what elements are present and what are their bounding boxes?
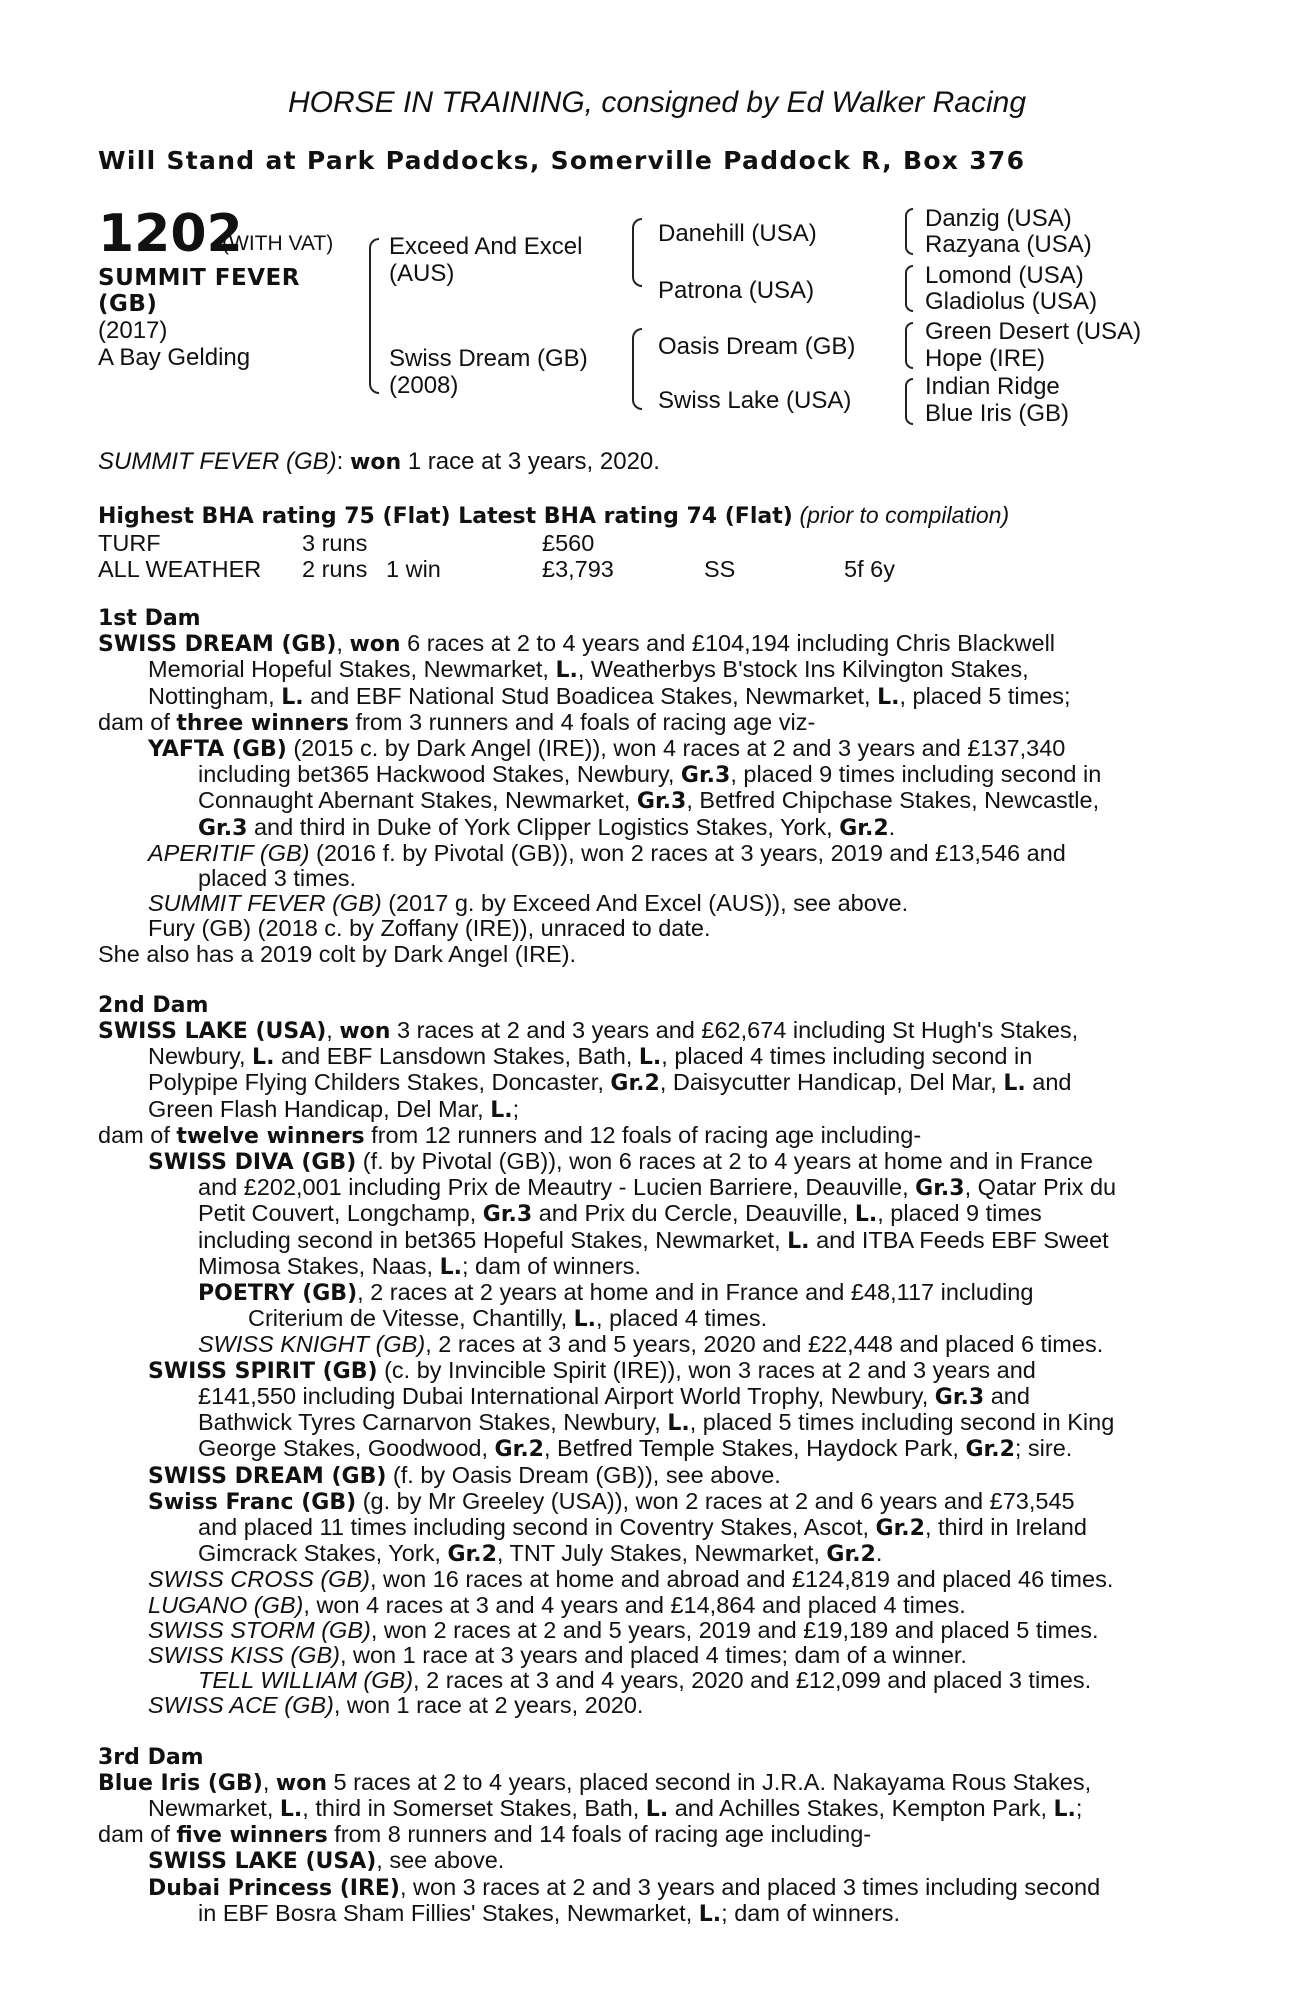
text-run: , <box>262 1768 276 1795</box>
text-run: five winners <box>176 1823 328 1849</box>
family-line <box>98 992 1198 1018</box>
text-run: (2015 c. by Dark Angel (IRE)), won 4 races at 2 and 3 years and £137,340 <box>286 735 1066 762</box>
text-run: Gr.2 <box>494 1437 544 1463</box>
text-run: , placed 9 times <box>877 1200 1042 1227</box>
text-run: L. <box>252 1045 275 1071</box>
text-run: Petit Couvert, Longchamp, <box>198 1200 483 1227</box>
text-run: ; <box>512 1095 520 1122</box>
family-line <box>98 1901 1198 1927</box>
pedigree-bracket <box>905 208 913 255</box>
text-run: and Achilles Stakes, Kempton Park, <box>668 1794 1054 1821</box>
text-run: SWISS SPIRIT (GB) <box>148 1358 378 1384</box>
spacer <box>98 1719 1198 1744</box>
text-run: dam of <box>98 1821 177 1848</box>
family-notes <box>98 605 1198 1927</box>
text-run: L. <box>854 1202 878 1228</box>
text-run: , 2 races at 2 years at home and in France and £48,117 including <box>357 1279 1034 1306</box>
text-run: SWISS STORM (GB) <box>148 1616 371 1643</box>
family-line <box>98 891 1198 916</box>
family-line <box>98 1770 1198 1796</box>
family-line <box>98 1201 1198 1227</box>
stand-location: Will Stand at Park Paddocks, Somerville Paddock R, Box 376 <box>98 146 1026 175</box>
text-run: Nottingham, <box>148 682 282 709</box>
text-run: £141,550 including Dubai International Airport World Trophy, Newbury, <box>198 1382 935 1409</box>
family-line <box>98 657 1198 683</box>
family-line <box>98 1875 1198 1901</box>
family-line <box>98 1744 1198 1770</box>
text-run: three winners <box>176 710 349 736</box>
ancestor: Lomond (USA) <box>925 262 1084 289</box>
lot-number: 1202 <box>98 204 243 264</box>
text-run: 5 races at 2 to 4 years, placed second in J.R.A. Nakayama Rous Stakes, <box>327 1768 1092 1795</box>
ratings-note: (prior to compilation) <box>799 502 1010 528</box>
text-run: (f. by Pivotal (GB)), won 6 races at 2 to 4 years at home and in France <box>356 1148 1093 1175</box>
summary-won: won <box>350 450 402 475</box>
text-run: 1st Dam <box>98 606 201 631</box>
family-line <box>98 1541 1198 1567</box>
text-run: L. <box>555 658 578 684</box>
text-run: Newbury, <box>148 1043 253 1070</box>
text-run: LUGANO (GB) <box>148 1591 304 1618</box>
dam: Swiss Dream (GB) <box>389 345 588 372</box>
family-line <box>98 1463 1198 1489</box>
vat-note: (WITH VAT) <box>222 232 334 255</box>
family-line <box>98 1044 1198 1070</box>
text-run: ; dam of winners. <box>721 1899 901 1926</box>
text-run: , see above. <box>376 1847 505 1874</box>
record-prize: £560 <box>542 530 595 556</box>
text-run: APERITIF (GB) <box>148 839 310 866</box>
text-run: POETRY (GB) <box>198 1281 358 1307</box>
text-run: L. <box>439 1254 462 1280</box>
text-run: twelve winners <box>176 1123 365 1149</box>
text-run: SWISS DREAM (GB) <box>98 632 337 658</box>
text-run: Gr.3 <box>636 789 687 815</box>
family-line <box>98 1254 1198 1280</box>
text-run: . <box>875 1540 883 1567</box>
page-header: HORSE IN TRAINING, consigned by Ed Walker Racing <box>287 86 1027 119</box>
text-run: and £202,001 including Prix de Meautry - Lucien Barriere, Deauville, <box>198 1174 916 1201</box>
family-line <box>98 1693 1198 1718</box>
summary-text: 1 race at 3 years, 2020. <box>401 448 660 475</box>
text-run: , won 1 race at 2 years, 2020. <box>333 1692 644 1719</box>
pedigree-bracket <box>632 218 642 287</box>
text-run: . <box>888 813 896 840</box>
horse-name: SUMMIT FEVER <box>98 265 300 291</box>
text-run: L. <box>281 684 304 710</box>
family-line <box>98 1848 1198 1874</box>
text-run: Criterium de Vitesse, Chantilly, <box>248 1305 574 1332</box>
summary-horse: SUMMIT FEVER (GB) <box>98 448 337 475</box>
family-line <box>98 815 1198 841</box>
text-run: ; <box>1075 1794 1083 1821</box>
record-ss: SS <box>704 556 736 582</box>
text-run: (c. by Invincible Spirit (IRE)), won 3 races at 2 and 3 years and <box>377 1356 1036 1383</box>
ratings-bold: Highest BHA rating 75 (Flat) Latest BHA rating 74 (Flat) <box>98 504 793 529</box>
family-line <box>98 1593 1198 1618</box>
family-line <box>98 866 1198 891</box>
record-surface: TURF <box>98 530 161 556</box>
text-run: from 3 runners and 4 foals of racing age viz- <box>348 708 816 735</box>
text-run: , <box>326 1017 340 1044</box>
text-run: 3rd Dam <box>98 1744 204 1770</box>
record-prize: £3,793 <box>542 556 614 582</box>
record-runs: 2 runs <box>302 556 368 582</box>
text-run: , third in Ireland <box>924 1513 1087 1540</box>
text-run: Connaught Abernant Stakes, Newmarket, <box>198 787 637 814</box>
text-run: Gr.2 <box>965 1437 1015 1463</box>
family-line <box>98 1228 1198 1254</box>
text-run: L. <box>667 1411 690 1437</box>
text-run: Swiss Franc (GB) <box>148 1489 357 1515</box>
family-line <box>98 1515 1198 1541</box>
family-line <box>98 1280 1198 1306</box>
ancestor: Hope (IRE) <box>925 345 1046 372</box>
text-run: Gr.2 <box>826 1542 876 1568</box>
text-run: Gr.3 <box>680 763 731 789</box>
text-run: L. <box>698 1901 722 1927</box>
family-line <box>98 942 1198 967</box>
text-run: 2nd Dam <box>98 992 209 1018</box>
family-line <box>98 1358 1198 1384</box>
text-run: L. <box>1003 1071 1026 1097</box>
family-line <box>98 788 1198 814</box>
family-line <box>98 1668 1198 1693</box>
text-run: Gr.3 <box>198 815 248 841</box>
text-run: from 8 runners and 14 foals of racing age including- <box>327 1821 872 1848</box>
text-run: Fury (GB) (2018 c. by Zoffany (IRE)), unraced to date. <box>148 915 711 942</box>
text-run: won <box>349 632 401 658</box>
text-run: SWISS DREAM (GB) <box>148 1463 387 1489</box>
text-run: , <box>336 630 350 657</box>
text-run: and EBF National Stud Boadicea Stakes, Newmarket, <box>303 682 878 709</box>
sire-dam: Patrona (USA) <box>658 277 815 304</box>
text-run: (f. by Oasis Dream (GB)), see above. <box>386 1461 781 1488</box>
family-line <box>98 1097 1198 1123</box>
text-run: and <box>1025 1069 1072 1096</box>
family-line <box>98 1149 1198 1175</box>
text-run: and placed 11 times including second in Coventry Stakes, Ascot, <box>198 1513 876 1540</box>
family-line <box>98 1436 1198 1462</box>
text-run: Dubai Princess (IRE) <box>148 1875 400 1901</box>
pedigree-bracket <box>905 378 913 425</box>
text-run: , Betfred Temple Stakes, Haydock Park, <box>543 1435 966 1462</box>
spacer <box>98 967 1198 992</box>
text-run: SWISS KISS (GB) <box>148 1641 340 1668</box>
text-run: , Qatar Prix du <box>964 1174 1117 1201</box>
text-run: ; dam of winners. <box>462 1252 641 1279</box>
sire: Exceed And Excel <box>389 233 583 260</box>
horse-country: (GB) <box>98 291 158 317</box>
sire-country: (AUS) <box>389 260 455 287</box>
text-run: L. <box>877 684 900 710</box>
text-run: George Stakes, Goodwood, <box>198 1435 495 1462</box>
family-line <box>98 841 1198 866</box>
text-run: , placed 4 times. <box>596 1305 768 1332</box>
family-line <box>98 1618 1198 1643</box>
text-run: , placed 9 times including second in <box>730 761 1102 788</box>
text-run: and third in Duke of York Clipper Logistics Stakes, York, <box>247 813 840 840</box>
pedigree-bracket <box>905 265 913 312</box>
text-run: , Daisycutter Handicap, Del Mar, <box>659 1069 1004 1096</box>
pedigree-bracket <box>905 322 913 369</box>
text-run: , won 3 races at 2 and 3 years and placed 3 times including second <box>399 1873 1101 1900</box>
text-run: , won 2 races at 2 and 5 years, 2019 and £19,189 and placed 5 times. <box>370 1616 1099 1643</box>
text-run: L. <box>787 1228 810 1254</box>
text-run: won <box>275 1770 327 1796</box>
text-run: ; sire. <box>1014 1435 1073 1462</box>
text-run: including second in bet365 Hopeful Stakes, Newmarket, <box>198 1226 788 1253</box>
text-run: Gr.2 <box>875 1515 925 1541</box>
family-line <box>98 631 1198 657</box>
text-run: TELL WILLIAM (GB) <box>198 1667 414 1694</box>
family-line <box>98 916 1198 941</box>
text-run: L. <box>490 1097 513 1123</box>
text-run: including bet365 Hackwood Stakes, Newbury, <box>198 761 681 788</box>
horse-year: (2017) <box>98 317 168 344</box>
text-run: from 12 runners and 12 foals of racing age including- <box>364 1121 922 1148</box>
sire-sire: Danehill (USA) <box>658 220 817 247</box>
text-run: L. <box>1053 1796 1076 1822</box>
text-run: , won 4 races at 3 and 4 years and £14,864 and placed 4 times. <box>303 1591 966 1618</box>
text-run: SWISS LAKE (USA) <box>98 1019 327 1045</box>
text-run: Gr.2 <box>610 1071 660 1097</box>
family-line <box>98 1018 1198 1044</box>
text-run: SWISS CROSS (GB) <box>148 1566 370 1593</box>
text-run: Polypipe Flying Childers Stakes, Doncaster, <box>148 1069 611 1096</box>
record-wins: 1 win <box>386 556 441 582</box>
text-run: placed 3 times. <box>198 865 357 892</box>
text-run: , Betfred Chipchase Stakes, Newcastle, <box>686 787 1100 814</box>
family-line <box>98 684 1198 710</box>
family-line <box>98 1822 1198 1848</box>
family-line <box>98 736 1198 762</box>
pedigree-bracket <box>632 328 642 410</box>
text-run: Gr.3 <box>934 1384 985 1410</box>
text-run: She also has a 2019 colt by Dark Angel (IRE). <box>98 940 577 967</box>
text-run: Gr.2 <box>447 1542 497 1568</box>
text-run: , placed 4 times including second in <box>661 1043 1033 1070</box>
dam-year: (2008) <box>389 372 459 399</box>
family-line <box>98 1796 1198 1822</box>
text-run: Newmarket, <box>148 1794 280 1821</box>
text-run: Bathwick Tyres Carnarvon Stakes, Newbury, <box>198 1409 668 1436</box>
text-run: SWISS ACE (GB) <box>148 1692 334 1719</box>
text-run: Mimosa Stakes, Naas, <box>198 1252 440 1279</box>
summary-line: SUMMIT FEVER (GB): won 1 race at 3 years, 2020. <box>98 448 660 475</box>
ancestor: Blue Iris (GB) <box>925 400 1070 427</box>
family-line <box>98 762 1198 788</box>
family-line <box>98 605 1198 631</box>
text-run: , Weatherbys B'stock Ins Kilvington Stakes, <box>577 656 1029 683</box>
family-line <box>98 1123 1198 1149</box>
text-run: L. <box>638 1045 662 1071</box>
ancestor: Danzig (USA) <box>925 205 1072 232</box>
text-run: Gr.3 <box>915 1176 965 1202</box>
horse-description: A Bay Gelding <box>98 344 251 371</box>
ancestor: Gladiolus (USA) <box>925 288 1098 315</box>
text-run: in EBF Bosra Sham Fillies' Stakes, Newmarket, <box>198 1899 699 1926</box>
text-run: , 2 races at 3 and 5 years, 2020 and £22,448 and placed 6 times. <box>425 1331 1104 1358</box>
text-run: SWISS DIVA (GB) <box>148 1150 357 1176</box>
text-run: L. <box>645 1796 669 1822</box>
text-run: , placed 5 times including second in King <box>689 1409 1115 1436</box>
family-line <box>98 1567 1198 1592</box>
text-run: , won 1 race at 3 years and placed 4 times; dam of a winner. <box>339 1641 967 1668</box>
family-line <box>98 1332 1198 1357</box>
text-run: , placed 5 times; <box>899 682 1071 709</box>
family-line <box>98 1489 1198 1515</box>
text-run: and Prix du Cercle, Deauville, <box>532 1200 855 1227</box>
text-run: L. <box>279 1796 303 1822</box>
record-distance: 5f 6y <box>844 556 895 582</box>
family-line <box>98 1306 1198 1332</box>
text-run: , TNT July Stakes, Newmarket, <box>496 1540 827 1567</box>
text-run: dam of <box>98 708 177 735</box>
text-run: Gimcrack Stakes, York, <box>198 1540 448 1567</box>
pedigree-bracket <box>369 238 379 394</box>
family-line <box>98 1410 1198 1436</box>
text-run: dam of <box>98 1121 177 1148</box>
record-runs: 3 runs <box>302 530 368 556</box>
ancestor: Green Desert (USA) <box>925 318 1142 345</box>
text-run: Blue Iris (GB) <box>98 1770 263 1796</box>
text-run: Memorial Hopeful Stakes, Newmarket, <box>148 656 556 683</box>
text-run: 6 races at 2 to 4 years and £104,194 including Chris Blackwell <box>400 630 1056 657</box>
text-run: (2016 f. by Pivotal (GB)), won 2 races at 3 years, 2019 and £13,546 and <box>309 839 1066 866</box>
ancestor: Razyana (USA) <box>925 231 1092 258</box>
text-run: , 2 races at 3 and 4 years, 2020 and £12,099 and placed 3 times. <box>413 1667 1092 1694</box>
text-run: and ITBA Feeds EBF Sweet <box>809 1226 1109 1253</box>
text-run: (2017 g. by Exceed And Excel (AUS)), see above. <box>381 890 909 917</box>
record-surface: ALL WEATHER <box>98 556 262 582</box>
text-run: SUMMIT FEVER (GB) <box>148 890 382 917</box>
ratings-line <box>98 502 1009 530</box>
text-run: and <box>984 1382 1030 1409</box>
family-line <box>98 1175 1198 1201</box>
dam-dam: Swiss Lake (USA) <box>658 387 852 414</box>
text-run: (g. by Mr Greeley (USA)), won 2 races at 2 and 6 years and £73,545 <box>356 1487 1075 1514</box>
family-line <box>98 1643 1198 1668</box>
dam-sire: Oasis Dream (GB) <box>658 333 856 360</box>
text-run: L. <box>573 1307 597 1333</box>
text-run: Gr.2 <box>839 815 889 841</box>
family-line <box>98 1384 1198 1410</box>
text-run: won <box>339 1019 391 1045</box>
text-run: and EBF Lansdown Stakes, Bath, <box>274 1043 639 1070</box>
text-run: , third in Somerset Stakes, Bath, <box>302 1794 646 1821</box>
text-run: SWISS KNIGHT (GB) <box>198 1331 426 1358</box>
text-run: SWISS LAKE (USA) <box>148 1849 377 1875</box>
ancestor: Indian Ridge <box>925 373 1060 400</box>
text-run: , won 16 races at home and abroad and £124,819 and placed 46 times. <box>369 1566 1114 1593</box>
text-run: Green Flash Handicap, Del Mar, <box>148 1095 491 1122</box>
text-run: 3 races at 2 and 3 years and £62,674 including St Hugh's Stakes, <box>390 1017 1079 1044</box>
family-line <box>98 1070 1198 1096</box>
text-run: YAFTA (GB) <box>148 737 287 763</box>
family-line <box>98 710 1198 736</box>
text-run: Gr.3 <box>482 1202 533 1228</box>
